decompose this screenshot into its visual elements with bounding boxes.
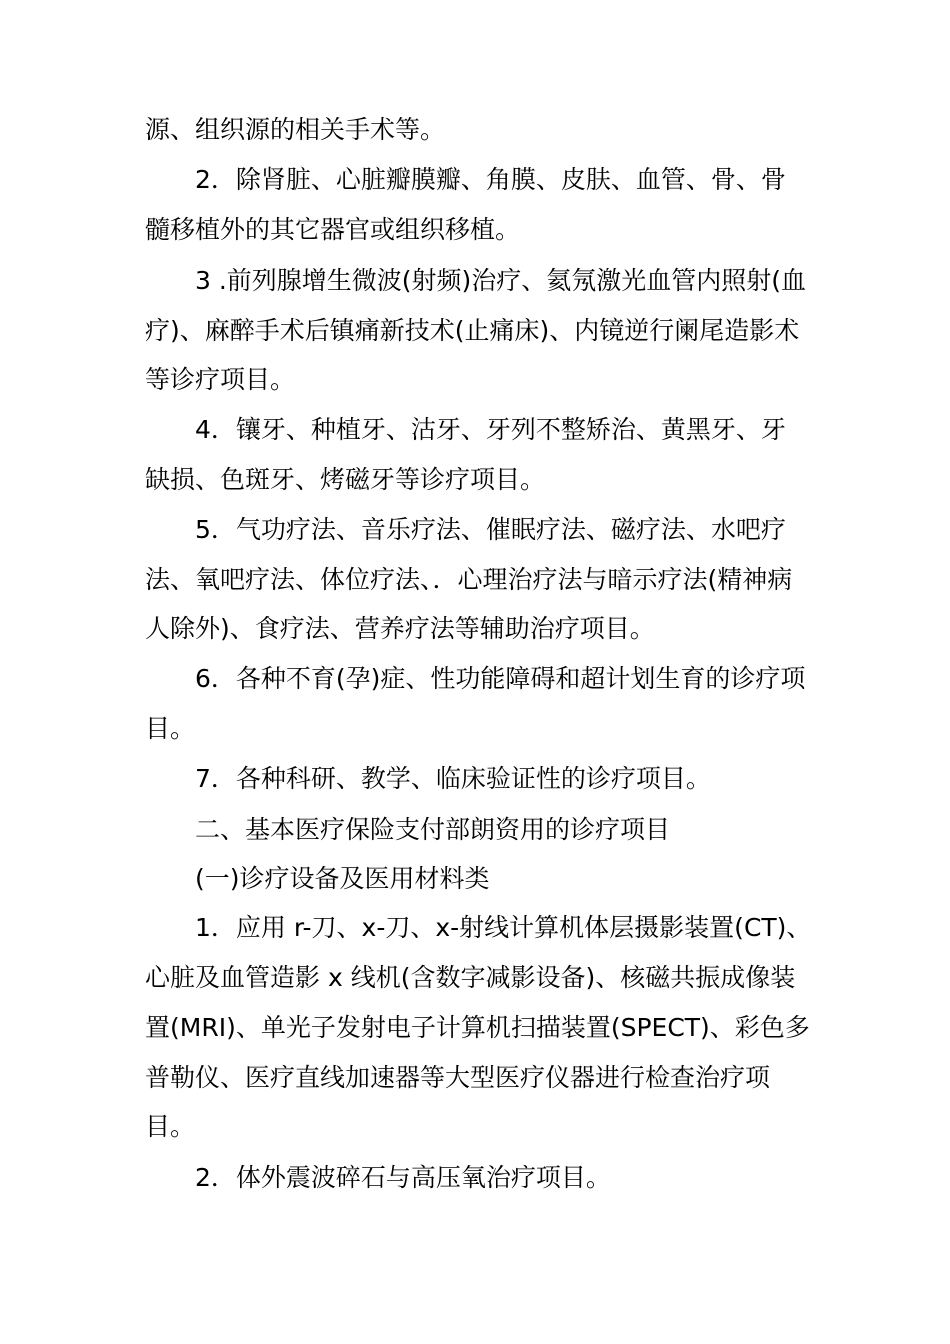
text-line: 髓移植外的其它器官或组织移植。 — [145, 215, 521, 244]
text-line: 1．应用 r-刀、x-刀、x-射线计算机体层摄影装置(CT)、 — [195, 913, 812, 942]
text-line: 5．气功疗法、音乐疗法、催眠疗法、磁疗法、水吧疗 — [195, 515, 786, 544]
text-line: 心脏及血管造影 x 线机(含数字减影设备)、核磁共振成像装 — [145, 963, 796, 992]
text-line: 普勒仪、医疗直线加速器等大型医疗仪器进行检查治疗项 — [145, 1063, 771, 1092]
text-line: 2．除肾脏、心脏瓣膜瓣、角膜、皮肤、血管、骨、骨 — [195, 165, 786, 194]
text-line: 人除外)、食疗法、营养疗法等辅助治疗项目。 — [145, 614, 655, 643]
text-line: 3 .前列腺增生微波(射频)治疗、氦氖激光血管内照射(血 — [195, 266, 807, 295]
text-line: 目。 — [145, 1112, 196, 1141]
text-line: 2．体外震波碎石与高压氧治疗项目。 — [195, 1163, 611, 1192]
text-line: 法、氧吧疗法、体位疗法、．心理治疗法与暗示疗法(精神病 — [145, 565, 793, 594]
text-line: 置(MRI)、单光子发射电子计算机扫描装置(SPECT)、彩色多 — [145, 1013, 810, 1042]
text-line: 疗)、麻醉手术后镇痛新技术(止痛床)、内镜逆行阑尾造影术 — [145, 316, 800, 345]
section-heading: 二、基本医疗保险支付部朗资用的诊疗项目 — [195, 815, 671, 844]
subsection-heading: (一)诊疗设备及医用材料类 — [195, 864, 490, 893]
text-line: 源、组织源的相关手术等。 — [145, 115, 446, 144]
text-line: 7．各种科研、教学、临床验证性的诊疗项目。 — [195, 764, 711, 793]
text-line: 目。 — [145, 714, 196, 743]
text-line: 缺损、色斑牙、烤磁牙等诊疗项目。 — [145, 465, 546, 494]
text-line: 6．各种不育(孕)症、性功能障碍和超计划生育的诊疗项 — [195, 664, 806, 693]
text-line: 等诊疗项目。 — [145, 365, 296, 394]
text-line: 4．镶牙、种植牙、沽牙、牙列不整矫治、黄黑牙、牙 — [195, 415, 786, 444]
